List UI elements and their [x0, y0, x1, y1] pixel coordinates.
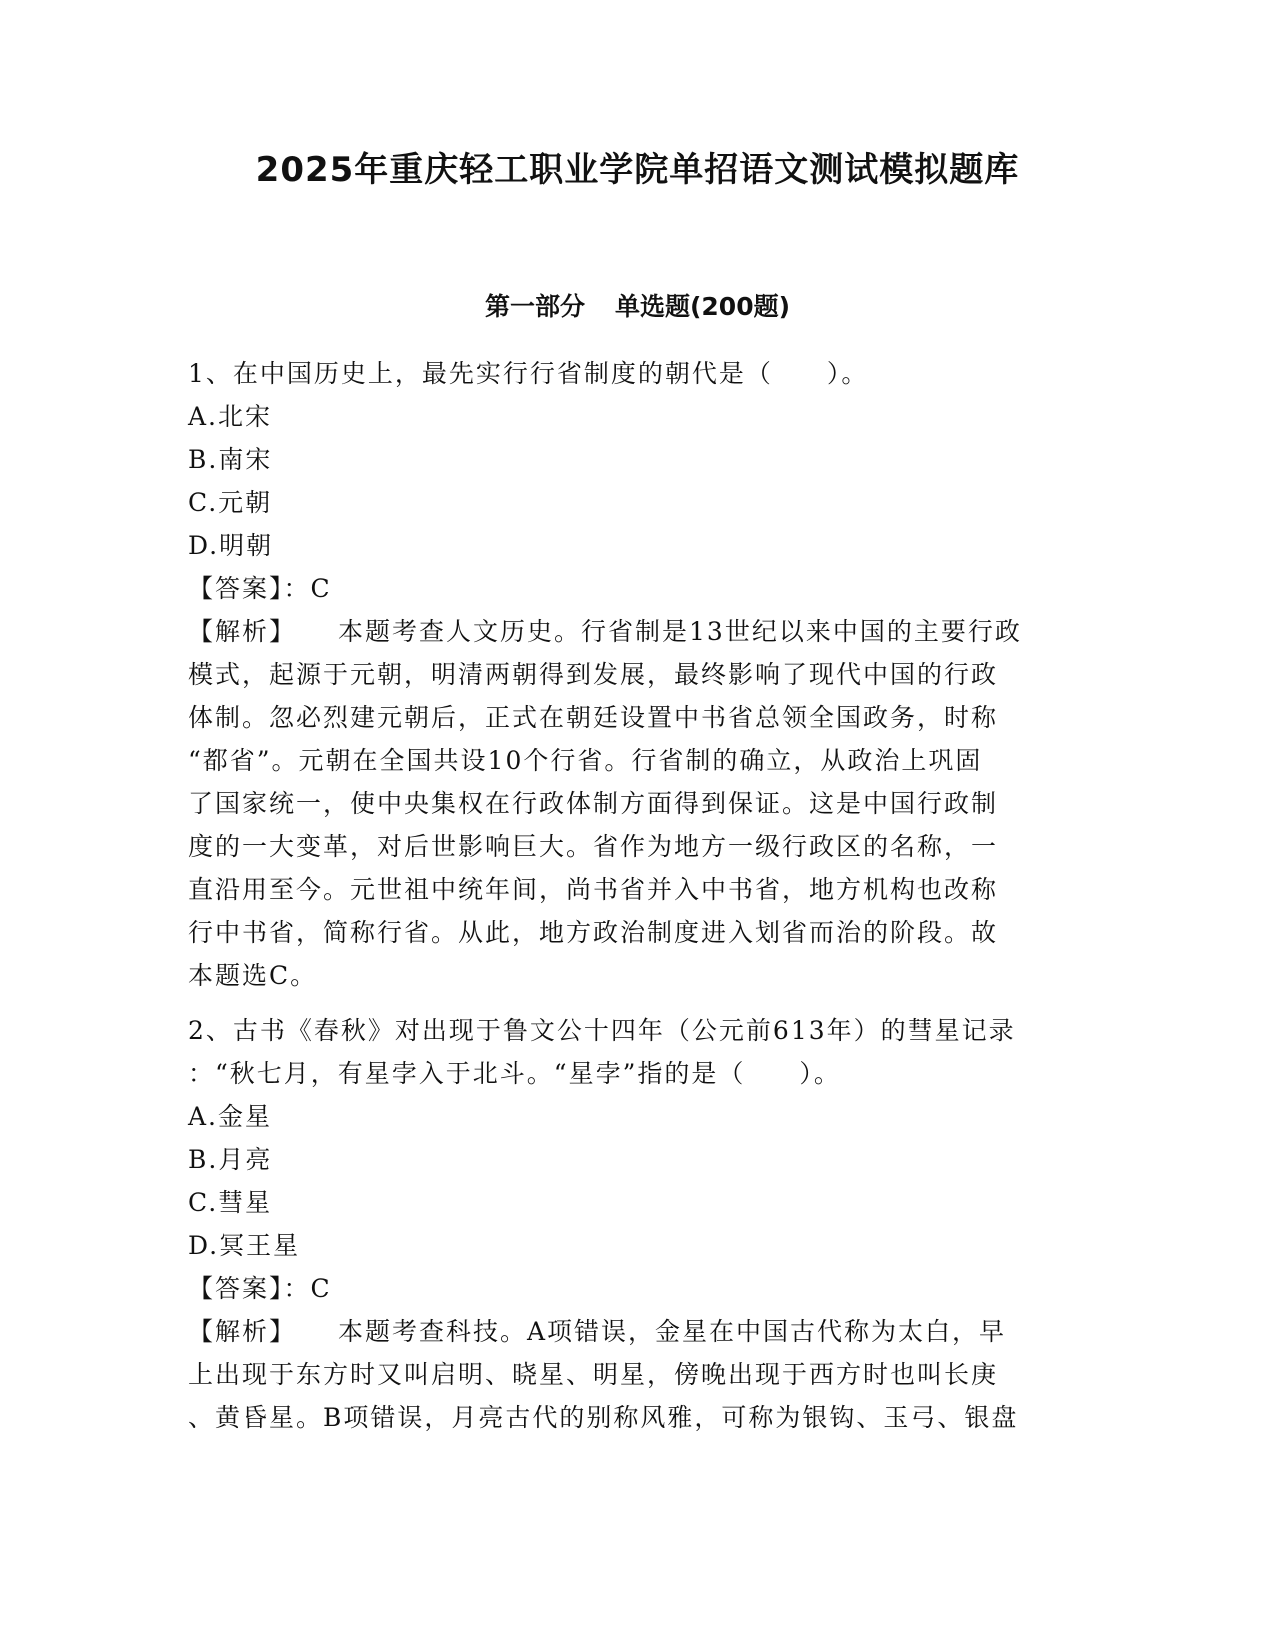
option-d: D.明朝 — [188, 531, 274, 560]
section-part: 第一部分 — [484, 292, 585, 321]
analysis-line: 模式，起源于元朝，明清两朝得到发展，最终影响了现代中国的行政 — [188, 660, 999, 689]
section-heading — [0, 290, 1275, 324]
option-c: C.彗星 — [188, 1188, 273, 1217]
analysis-line: 、黄昏星。B项错误，月亮古代的别称风雅，可称为银钩、玉弓、银盘 — [188, 1403, 1019, 1432]
question-2 — [188, 1009, 1078, 1439]
option-b: B.南宋 — [188, 445, 273, 474]
analysis-line: 上出现于东方时又叫启明、晓星、明星，傍晚出现于西方时也叫长庚 — [188, 1360, 999, 1389]
analysis-line: 直沿用至今。元世祖中统年间，尚书省并入中书省，地方机构也改称 — [188, 875, 999, 904]
analysis-line: 了国家统一，使中央集权在行政体制方面得到保证。这是中国行政制 — [188, 789, 999, 818]
analysis-line-1 — [188, 610, 1078, 653]
question-list — [188, 352, 1078, 1451]
analysis-line-1 — [188, 1310, 1078, 1353]
analysis-label: 【解析】 — [188, 1317, 297, 1346]
analysis-text: 本题考查科技。A项错误，金星在中国古代称为太白，早 — [338, 1317, 1007, 1346]
answer: 【答案】：C — [188, 574, 332, 603]
question-1 — [188, 352, 1078, 997]
analysis-text: 本题考查人文历史。行省制是13世纪以来中国的主要行政 — [338, 617, 1022, 646]
question-stem: 1、在中国历史上，最先实行行省制度的朝代是（ ）。 — [188, 359, 869, 388]
analysis-line: 体制。忽必烈建元朝后，正式在朝廷设置中书省总领全国政务，时称 — [188, 703, 999, 732]
section-name: 单选题(200题) — [614, 292, 791, 321]
option-a: A.金星 — [188, 1102, 273, 1131]
option-c: C.元朝 — [188, 488, 273, 517]
analysis-line: 本题选C。 — [188, 961, 318, 990]
option-d: D.冥王星 — [188, 1231, 301, 1260]
analysis-label: 【解析】 — [188, 617, 297, 646]
analysis-line: 行中书省，简称行省。从此，地方政治制度进入划省而治的阶段。故 — [188, 918, 999, 947]
option-b: B.月亮 — [188, 1145, 273, 1174]
option-a: A.北宋 — [188, 402, 273, 431]
analysis-line: 度的一大变革，对后世影响巨大。省作为地方一级行政区的名称，一 — [188, 832, 999, 861]
question-stem: 2、古书《春秋》对出现于鲁文公十四年（公元前613年）的彗星记录 — [188, 1016, 1016, 1045]
question-stem: ：“秋七月，有星孛入于北斗。“星孛”指的是（ ）。 — [188, 1059, 841, 1088]
answer: 【答案】：C — [188, 1274, 332, 1303]
analysis-line: “都省”。元朝在全国共设10个行省。行省制的确立，从政治上巩固 — [188, 746, 983, 775]
document-title: 2025年重庆轻工职业学院单招语文测试模拟题库 — [255, 150, 1020, 190]
